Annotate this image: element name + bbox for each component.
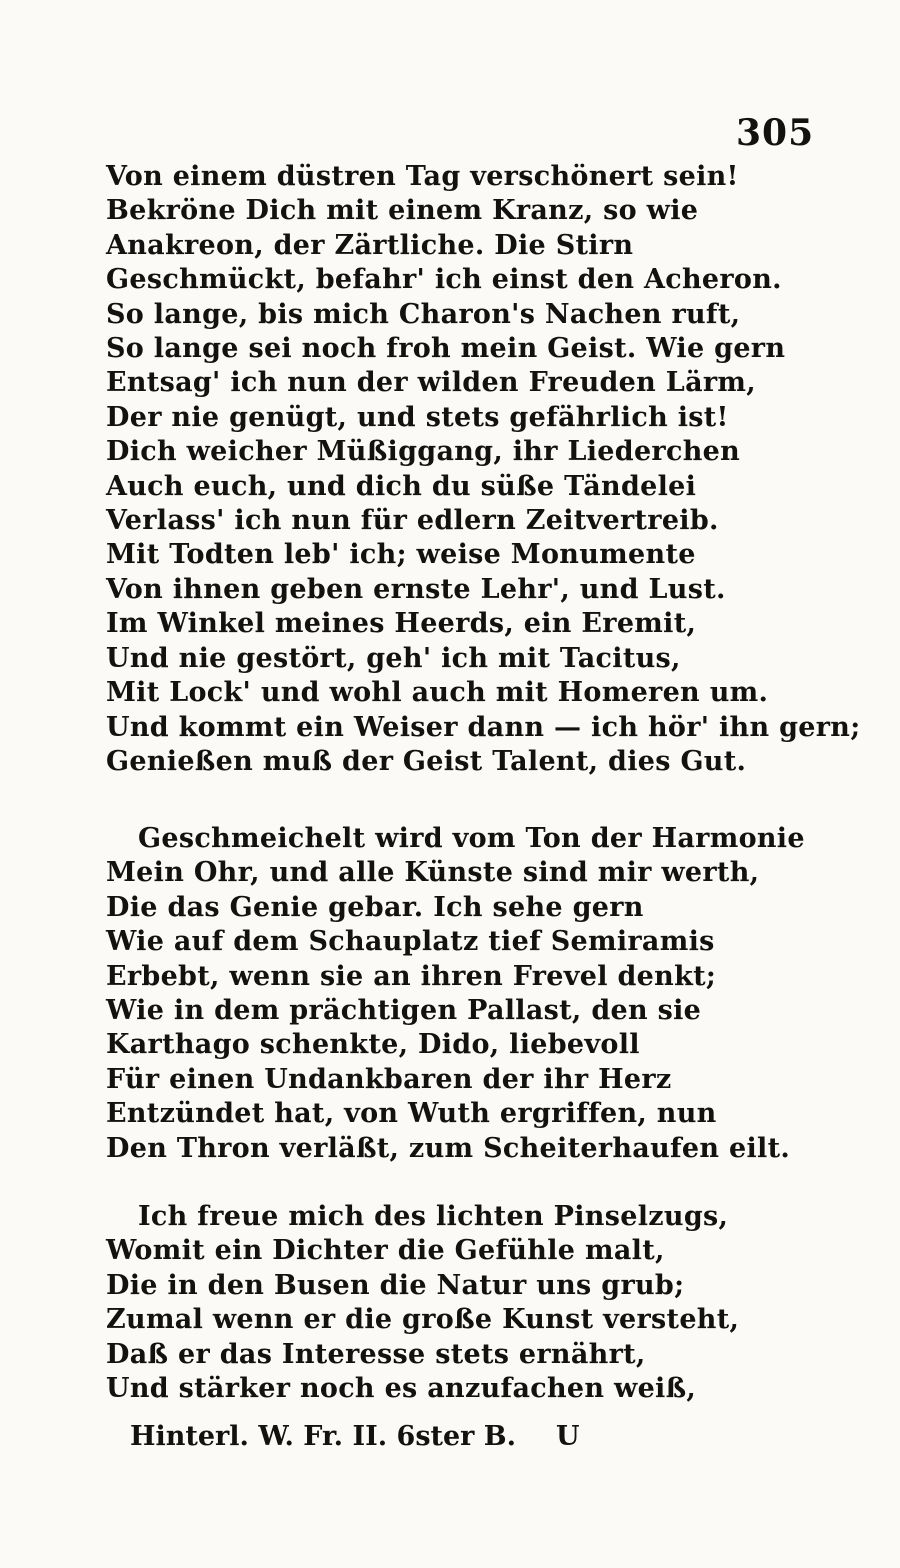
verse-line: Mit Todten leb' ich; weise Monumente xyxy=(106,539,696,571)
verse-line: Geschmeichelt wird vom Ton der Harmonie xyxy=(138,823,805,854)
printer-signature: Hinterl. W. Fr. II. 6ster B. xyxy=(130,1421,517,1452)
verse-line: Mit Lock' und wohl auch mit Homeren um. xyxy=(106,677,769,709)
verse-line: Ich freue mich des lichten Pinselzugs, xyxy=(138,1201,729,1232)
verse-line: Den Thron verläßt, zum Scheiterhaufen eilt. xyxy=(106,1132,791,1164)
verse-line: Karthago schenkte, Dido, liebevoll xyxy=(106,1029,640,1061)
verse-line: So lange, bis mich Charon's Nachen ruft, xyxy=(106,298,741,330)
verse-line: Für einen Undankbaren der ihr Herz xyxy=(106,1063,672,1095)
verse-line: Die in den Busen die Natur uns grub; xyxy=(106,1269,685,1301)
verse-line: Wie auf dem Schauplatz tief Semiramis xyxy=(106,926,715,958)
verse-line: Von ihnen geben ernste Lehr', und Lust. xyxy=(106,573,726,605)
verse-line: Dich weicher Müßiggang, ihr Liederchen xyxy=(106,436,741,468)
verse-line: Anakreon, der Zärtliche. Die Stirn xyxy=(106,229,634,261)
verse-line: So lange sei noch froh mein Geist. Wie gern xyxy=(106,333,786,365)
verse-line: Bekröne Dich mit einem Kranz, so wie xyxy=(106,195,699,227)
verse-line: Und stärker noch es anzufachen weiß, xyxy=(106,1373,697,1405)
verse-line: Daß er das Interesse stets ernährt, xyxy=(106,1338,646,1370)
page-number: 305 xyxy=(736,112,815,154)
verse-line: Genießen muß der Geist Talent, dies Gut. xyxy=(106,745,747,777)
sheet-mark: U xyxy=(556,1421,580,1452)
verse-line: Die das Genie gebar. Ich sehe gern xyxy=(106,891,644,923)
verse-line: Der nie genügt, und stets gefährlich ist! xyxy=(106,401,729,433)
verse-line: Verlass' ich nun für edlern Zeitvertreib. xyxy=(106,505,719,537)
verse-line: Im Winkel meines Heerds, ein Eremit, xyxy=(106,608,697,640)
verse-line: Wie in dem prächtigen Pallast, den sie xyxy=(106,995,702,1027)
verse-line: Geschmückt, befahr' ich einst den Acheron. xyxy=(106,264,782,296)
stanza-2 xyxy=(106,822,805,1166)
verse-line: Und kommt ein Weiser dann — ich hör' ihn gern; xyxy=(106,711,861,743)
verse-line: Entzündet hat, von Wuth ergriffen, nun xyxy=(106,1098,717,1130)
verse-line: Mein Ohr, und alle Künste sind mir werth, xyxy=(106,857,760,889)
verse-line: Auch euch, und dich du süße Tändelei xyxy=(106,470,697,502)
verse-line: Erbebt, wenn sie an ihren Frevel denkt; xyxy=(106,960,717,992)
verse-line: Womit ein Dichter die Gefühle malt, xyxy=(106,1235,665,1267)
stanza-3 xyxy=(106,1200,739,1406)
verse-line: Von einem düstren Tag verschönert sein! xyxy=(106,161,739,192)
verse-line: Entsag' ich nun der wilden Freuden Lärm, xyxy=(106,367,756,399)
stanza-1 xyxy=(106,160,861,779)
verse-line: Zumal wenn er die große Kunst versteht, xyxy=(106,1304,740,1336)
verse-line: Und nie gestört, geh' ich mit Tacitus, xyxy=(106,642,681,674)
